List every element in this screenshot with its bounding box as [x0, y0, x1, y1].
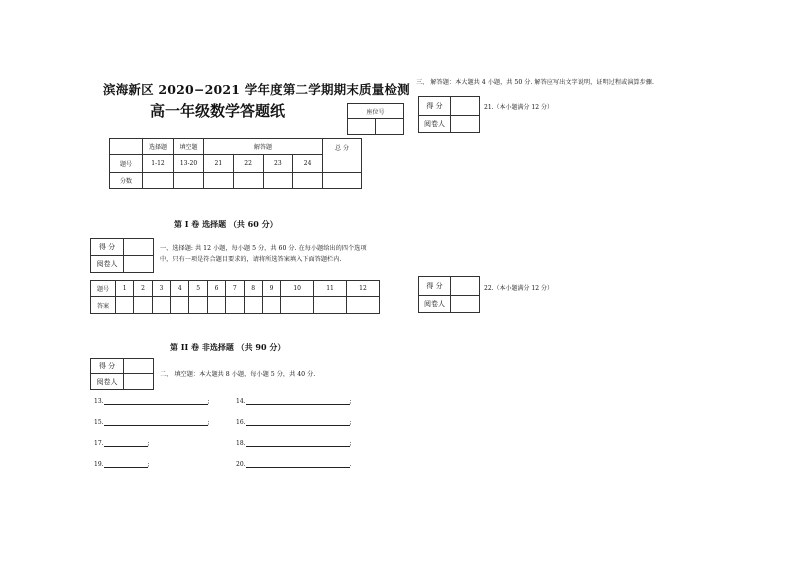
answer-cell[interactable] [314, 297, 347, 314]
grader-label: 阅卷人 [419, 296, 451, 313]
blank-end-mark: ; [349, 419, 352, 426]
score-table-number: 13-20 [174, 155, 204, 173]
question-number: 6 [207, 281, 225, 297]
score-entry-cell[interactable] [124, 359, 154, 374]
score-table-number: 1-12 [143, 155, 174, 173]
answer-cell[interactable] [171, 297, 189, 314]
grader-label: 阅卷人 [91, 374, 124, 390]
part1-instructions: 一、选择题: 共 12 小题，每小题 5 分，共 60 分. 在每小题给出的四个选项中，只有一项是符合题目要求的，请将所选答案填入下面答题栏内. [160, 245, 367, 263]
score-table-header: 解答题 [204, 139, 323, 155]
fill-in-instructions: 二、 填空题：本大题共 8 小题，每小题 5 分，共 40 分. [160, 371, 316, 378]
question-number: 4 [171, 281, 189, 297]
seat-number-cell[interactable] [375, 119, 403, 135]
q21-score-box [418, 96, 480, 133]
blank-number: 17. [94, 440, 104, 447]
answer-cell[interactable] [189, 297, 207, 314]
score-table-header: 填空题 [174, 139, 204, 155]
blank-number: 15. [94, 419, 104, 426]
question-number: 8 [244, 281, 262, 297]
score-table-row-label: 题号 [110, 155, 143, 173]
blank-end-mark: ; [207, 419, 210, 426]
answer-blank-line[interactable] [246, 417, 350, 426]
seat-number-cell[interactable] [348, 119, 376, 135]
answer-cell[interactable] [244, 297, 262, 314]
score-label: 得 分 [419, 277, 451, 296]
grid-row-label: 答案 [91, 297, 116, 314]
question-22-label: 22.（本小题满分 12 分） [484, 285, 553, 292]
blank-17 [94, 438, 150, 447]
answer-blank-line[interactable] [246, 396, 350, 405]
blank-end-mark: ; [207, 398, 210, 405]
grader-entry-cell[interactable] [451, 296, 480, 313]
score-cell[interactable] [293, 173, 323, 189]
answer-cell[interactable] [116, 297, 134, 314]
blank-18 [236, 438, 352, 447]
question-number: 2 [134, 281, 152, 297]
score-table-header: 选择题 [143, 139, 174, 155]
blank-13 [94, 396, 210, 405]
grader-entry-cell[interactable] [124, 374, 154, 390]
score-label: 得 分 [91, 359, 124, 374]
question-number: 3 [152, 281, 170, 297]
question-number: 1 [116, 281, 134, 297]
part3-title: 三、 解答题：本大题共 4 小题，共 50 分. 解答应写出文字说明，证明过程或演算步骤. [416, 79, 654, 86]
question-number: 7 [226, 281, 244, 297]
seat-number-box [347, 103, 404, 135]
score-entry-cell[interactable] [124, 239, 154, 256]
score-table-number: 23 [263, 155, 293, 173]
answer-blank-line[interactable] [246, 459, 350, 468]
blank-end-mark: ; [349, 398, 352, 405]
blank-end-mark: ; [147, 440, 150, 447]
answer-cell[interactable] [346, 297, 379, 314]
blank-number: 16. [236, 419, 246, 426]
score-cell[interactable] [263, 173, 293, 189]
score-cell[interactable] [204, 173, 234, 189]
part1-score-box [90, 238, 154, 273]
blank-20 [236, 459, 351, 468]
answer-cell[interactable] [134, 297, 152, 314]
answer-blank-line[interactable] [104, 417, 208, 426]
answer-blank-line[interactable] [246, 438, 350, 447]
answer-cell[interactable] [207, 297, 225, 314]
score-table-number: 22 [233, 155, 263, 173]
score-label: 得 分 [91, 239, 124, 256]
score-cell[interactable] [323, 173, 362, 189]
score-cell[interactable] [233, 173, 263, 189]
grader-label: 阅卷人 [419, 116, 451, 133]
score-table-header: 总 分 [323, 139, 362, 173]
question-21-label: 21.（本小题满分 12 分） [484, 104, 553, 111]
blank-16 [236, 417, 352, 426]
answer-cell[interactable] [262, 297, 280, 314]
exam-title: 滨海新区 2020−2021 学年度第二学期期末质量检测 [103, 82, 410, 97]
blank-number: 18. [236, 440, 246, 447]
question-number: 9 [262, 281, 280, 297]
score-label: 得 分 [419, 97, 451, 116]
blank-number: 19. [94, 461, 104, 468]
grader-entry-cell[interactable] [124, 256, 154, 273]
answer-blank-line[interactable] [104, 438, 148, 447]
grader-entry-cell[interactable] [451, 116, 480, 133]
part2-title: 第 II 卷 非选择题 （共 90 分） [170, 342, 286, 352]
grid-row-label: 题号 [91, 281, 116, 297]
blank-number: 13. [94, 398, 104, 405]
score-summary-table [109, 138, 362, 189]
blank-number: 14. [236, 398, 246, 405]
part1-title: 第 I 卷 选择题 （共 60 分） [174, 219, 278, 229]
blank-end-mark: ; [349, 440, 352, 447]
seat-number-label: 座位号 [348, 104, 404, 119]
score-entry-cell[interactable] [451, 277, 480, 296]
answer-blank-line[interactable] [104, 459, 148, 468]
score-table-corner [110, 139, 143, 155]
answer-cell[interactable] [226, 297, 244, 314]
blank-14 [236, 396, 352, 405]
answer-cell[interactable] [152, 297, 170, 314]
question-number: 11 [314, 281, 347, 297]
score-cell[interactable] [143, 173, 174, 189]
question-number: 10 [281, 281, 314, 297]
blank-19 [94, 459, 150, 468]
answer-blank-line[interactable] [104, 396, 208, 405]
score-cell[interactable] [174, 173, 204, 189]
blank-number: 20. [236, 461, 246, 468]
score-table-number: 24 [293, 155, 323, 173]
grader-label: 阅卷人 [91, 256, 124, 273]
question-number: 12 [346, 281, 379, 297]
part2-score-box [90, 358, 154, 390]
score-table-number: 21 [204, 155, 234, 173]
blank-end-mark: ; [147, 461, 150, 468]
score-entry-cell[interactable] [451, 97, 480, 116]
q22-score-box [418, 276, 480, 313]
answer-sheet-subtitle: 高一年级数学答题纸 [150, 102, 286, 120]
answer-cell[interactable] [281, 297, 314, 314]
score-table-row-label: 分数 [110, 173, 143, 189]
blank-15 [94, 417, 210, 426]
question-number: 5 [189, 281, 207, 297]
multiple-choice-answer-grid [90, 280, 380, 314]
blank-end-mark: . [349, 461, 352, 468]
